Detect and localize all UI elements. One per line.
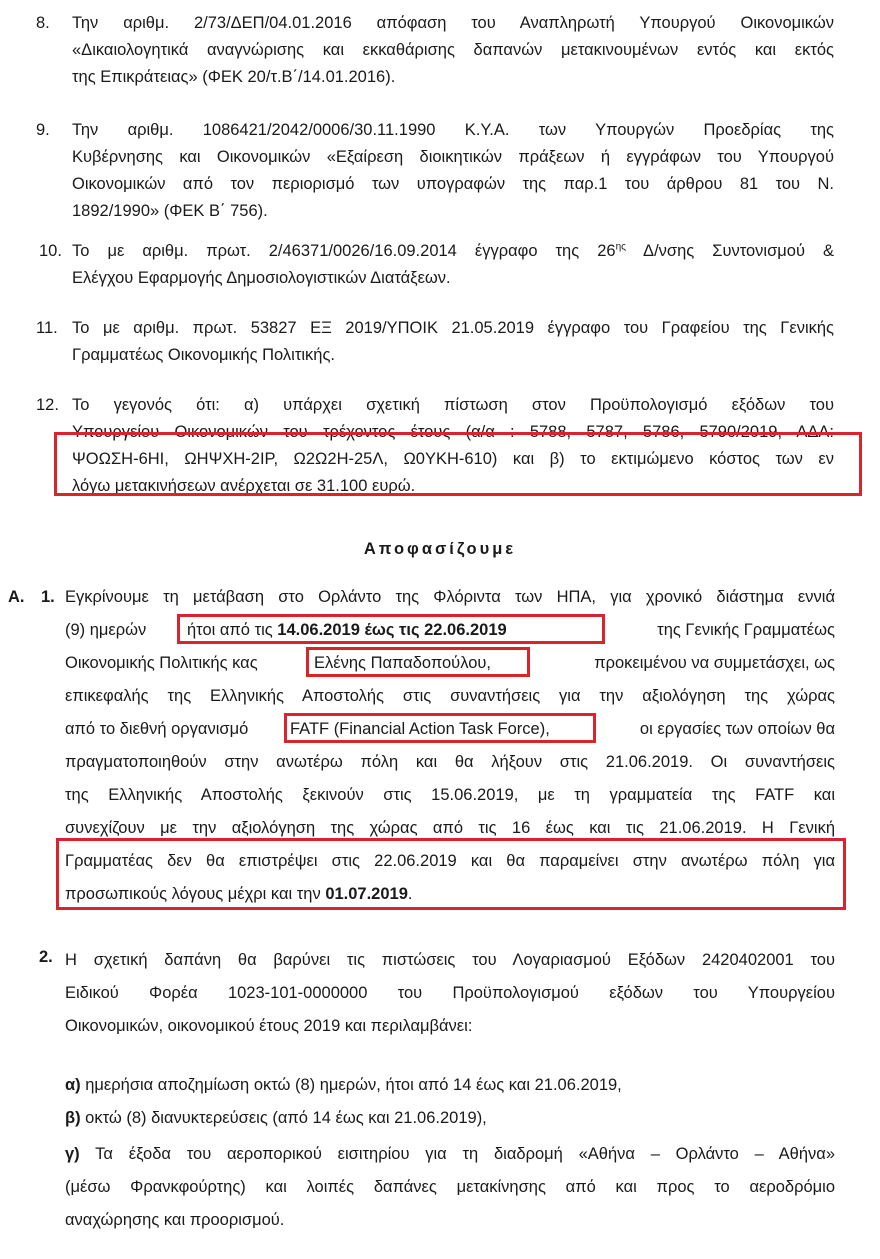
item-text (72, 10, 834, 91)
item-text (72, 392, 834, 500)
text-line: Το με αριθμ. πρωτ. 2/46371/0026/16.09.2014 έγγραφο της $26^{\eta\varsigma}$ Δ/νσης Συντονισμού & (72, 241, 835, 260)
text-line: Οικονομικών, οικονομικού έτους 2019 και περιλαμβάνει: (65, 1017, 473, 1035)
item-text (72, 238, 834, 292)
sub-item-b: β) οκτώ (8) διανυκτερεύσεις (από 14 έως και 21.06.2019), (65, 1109, 487, 1127)
item-text (65, 944, 835, 1043)
decision-line: (9) ημερών (65, 621, 147, 639)
text-line: Την αριθμ. 1086421/2042/0006/30.11.1990 Κ.Υ.Α. των Υπουργών Προεδρίας της (72, 121, 834, 139)
item-number: 12. (36, 396, 59, 414)
text-line: Το γεγονός ότι: α) υπάρχει σχετική πίστωση στον Προϋπολογισμό εξόδων του (72, 396, 834, 414)
item-number: 11. (36, 319, 58, 337)
decision-line: της Γενικής Γραμματέως (657, 621, 835, 639)
decision-line: οι εργασίες των οποίων θα (639, 720, 835, 738)
item-number: 8. (36, 14, 50, 32)
text-line: Οικονομικών από τον περιορισμό των υπογραφών της παρ.1 του άρθρου 81 του Ν. (72, 175, 834, 193)
text-line: 1892/1990» (ΦΕΚ Β΄ 756). (72, 202, 268, 220)
item-text (72, 315, 834, 369)
decision-line: πραγματοποιηθούν στην ανωτέρω πόλη και θα λήξουν στις 21.06.2019. Οι συναντήσεις (65, 753, 835, 771)
text-line: Ειδικού Φορέα 1023-101-0000000 του Προϋπολογισμού εξόδων του Υπουργείου (65, 984, 835, 1002)
sub-item-c: γ) Τα έξοδα του αεροπορικού εισιτηρίου για τη διαδρομή «Αθήνα – Ορλάντο – Αθήνα» (μέσω Φρανκφούρτης) και λοιπές δαπάνες μετακίνησης από και προς το αεροδρόμιο αναχώρησης και προορισμού. (65, 1145, 835, 1229)
text-line: Κυβέρνησης και Οικονομικών «Εξαίρεση διοικητικών πράξεων ή εγγράφων του Υπουργού (72, 148, 834, 166)
decision-line: προκειμένου να συμμετάσχει, ως (594, 654, 835, 672)
decision-line: επικεφαλής της Ελληνικής Αποστολής στις συναντήσεις για την αξιολόγηση της χώρας (65, 687, 835, 705)
item-number: 9. (36, 121, 50, 139)
decision-line: προσωπικούς λόγους μέχρι και την 01.07.2019. (65, 885, 413, 903)
text-line: Ελέγχου Εφαρμογής Δημοσιολογιστικών Διατάξεων. (72, 269, 451, 287)
item-number: 10. (39, 242, 62, 260)
text-line: Το με αριθμ. πρωτ. 53827 ΕΞ 2019/ΥΠΟΙΚ 21.05.2019 έγγραφο του Γραφείου της Γενικής (72, 319, 834, 337)
decision-line: Εγκρίνουμε τη μετάβαση στο Ορλάντο της Φλόριντα των ΗΠΑ, για χρονικό διάστημα εννιά (65, 588, 835, 606)
text-line: «Δικαιολογητικά αναγνώρισης και εκκαθάρισης δαπανών μετακινουμένων εντός και εκτός (72, 41, 834, 59)
section-letter: Α. (8, 588, 25, 606)
item-text (72, 117, 834, 225)
item-number: 1. (41, 588, 55, 606)
sub-item-a: α) ημερήσια αποζημίωση οκτώ (8) ημερών, ήτοι από 14 έως και 21.06.2019, (65, 1076, 622, 1094)
text-line: Γραμματέως Οικονομικής Πολιτικής. (72, 346, 335, 364)
section-heading: Αποφασίζουμε (363, 540, 517, 558)
text-line: λόγω μετακινήσεων ανέρχεται σε 31.100 ευρώ. (72, 477, 416, 495)
text-line: ΨΟΩΣΗ-6ΗΙ, ΩΗΨΧΗ-2ΙΡ, Ω2Ω2Η-25Λ, Ω0ΥΚΗ-610) και β) το εκτιμώμενο κόστος των εν (72, 450, 834, 468)
text-line: της Επικράτειας» (ΦΕΚ 20/τ.Β΄/14.01.2016). (72, 68, 396, 86)
text-line: Την αριθμ. 2/73/ΔΕΠ/04.01.2016 απόφαση του Αναπληρωτή Υπουργού Οικονομικών (72, 14, 834, 32)
decision-line: από το διεθνή οργανισμό (65, 720, 249, 738)
decision-line: Οικονομικής Πολιτικής κας (65, 654, 258, 672)
decision-line-dates: ήτοι από τις 14.06.2019 έως τις 22.06.2019 (187, 621, 507, 639)
decision-line: της Ελληνικής Αποστολής ξεκινούν στις 15.06.2019, με τη γραμματεία της FATF και (65, 786, 835, 804)
item-number: 2. (39, 948, 53, 966)
decision-line: συνεχίζουν με την αξιολόγηση της χώρας από τις 16 έως και τις 21.06.2019. Η Γενική (65, 819, 835, 837)
text-line: Υπουργείου Οικονομικών του τρέχοντος έτους (α/α : 5788, 5787, 5786, 5790/2019, ΑΔΑ: (72, 423, 834, 441)
decision-line-org: FATF (Financial Action Task Force), (290, 720, 550, 738)
decision-line-name: Ελένης Παπαδοπούλου, (314, 654, 491, 672)
text-line: Η σχετική δαπάνη θα βαρύνει τις πιστώσεις του Λογαριασμού Εξόδων 2420402001 του (65, 951, 835, 969)
decision-line: Γραμματέας δεν θα επιστρέψει στις 22.06.2019 και θα παραμείνει στην ανωτέρω πόλη για (65, 852, 835, 870)
